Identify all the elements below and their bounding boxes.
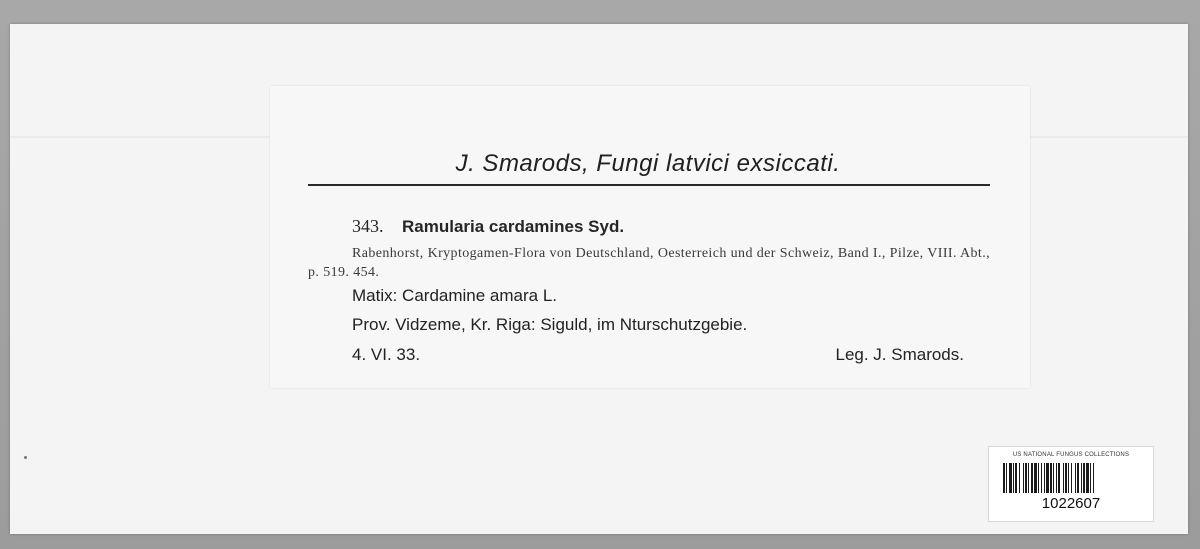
species-name: Ramularia cardamines Syd. bbox=[402, 217, 625, 236]
barcode-stripe bbox=[1094, 463, 1096, 493]
locality-line: Prov. Vidzeme, Kr. Riga: Siguld⁠, im N⁠turschutzgebie⁠. bbox=[352, 315, 748, 334]
barcode-number: 1022607 bbox=[1041, 495, 1101, 512]
label-title: J. Smarods, Fungi latvici exsiccati. bbox=[455, 150, 841, 177]
barcode-header: US NATIONAL FUNGUS COLLECTIONS bbox=[1012, 452, 1130, 458]
barcode-tag bbox=[988, 446, 1154, 522]
collection-date: 4. VI. 33. bbox=[352, 345, 421, 364]
matrix-line: Matix: Cardamine amara L. bbox=[352, 286, 558, 305]
barcode-icon bbox=[1003, 463, 1139, 493]
literature-reference: Rabenhorst, Kryptogamen-Flora von Deutschland, Oesterreich und der Schweiz, Band I., Pilze, VIII. Abt., p. 519. 454. bbox=[308, 246, 990, 280]
collector: Leg. J. Smarods. bbox=[835, 345, 964, 364]
title-rule bbox=[308, 184, 990, 186]
dust-speck bbox=[24, 456, 27, 459]
species-line bbox=[352, 216, 624, 237]
species-number: 343. bbox=[352, 216, 384, 236]
exsiccata-label bbox=[270, 86, 1030, 388]
